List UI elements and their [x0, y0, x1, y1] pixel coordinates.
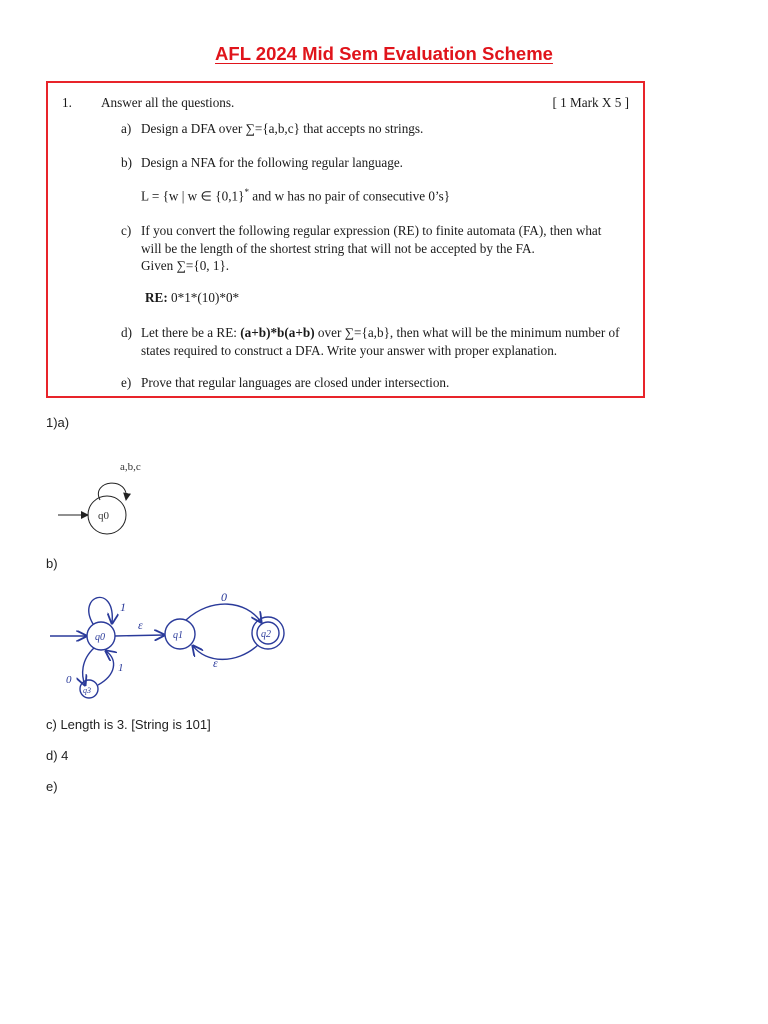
question-number: 1.: [62, 95, 72, 110]
question-d-line2: states required to construct a DFA. Write your answer with proper explanation.: [141, 343, 558, 358]
question-d-line1: [141, 325, 620, 341]
answer-b-label: b): [46, 556, 58, 571]
answer-a-label: 1)a): [46, 415, 70, 430]
question-b-language: [141, 187, 450, 204]
nfa-q0-loop: [89, 597, 113, 624]
question-b-language-post: and w has no pair of consecutive 0’s}: [248, 188, 451, 204]
nfa-edge-q3-q0: [98, 651, 114, 685]
nfa-edge-q0-q1-label: ε: [138, 618, 143, 632]
question-e-text: Prove that regular languages are closed under intersection.: [141, 375, 450, 390]
question-c-re-label: RE:: [145, 290, 168, 305]
question-instruction: Answer all the questions.: [101, 95, 235, 110]
nfa-edge-q0-q1: [115, 635, 164, 636]
question-b-language-star: *: [244, 187, 249, 197]
question-c-label: c): [121, 223, 132, 238]
question-b-text: Design a NFA for the following regular language.: [141, 155, 403, 170]
answer-d: d) 4: [46, 748, 69, 763]
nfa-loop-label: 1: [120, 600, 126, 614]
nfa-state-q0-label: q0: [95, 632, 105, 643]
answer-e-label: e): [46, 779, 58, 794]
nfa-edge-q2-q1-label: ε: [213, 656, 218, 670]
question-d-label: d): [121, 325, 132, 340]
nfa-diagram: [46, 585, 306, 705]
question-a-text: Design a DFA over ∑={a,b,c} that accepts no strings.: [141, 121, 424, 136]
question-b-language-pre: L = {w | w ∈ {0,1}: [141, 188, 245, 204]
dfa-state-q0-label: q0: [98, 510, 109, 522]
question-d-line1-post: over ∑={a,b}, then what will be the minimum number of: [314, 325, 620, 340]
question-d-line1-pre: Let there be a RE:: [141, 325, 241, 340]
question-c-line1: If you convert the following regular expression (RE) to finite automata (FA), then what: [141, 223, 602, 238]
question-b-label: b): [121, 155, 132, 170]
nfa-edge-q1-q2-label: 0: [221, 590, 227, 604]
question-c-line2: will be the length of the shortest string that will not be accepted by the FA.: [141, 241, 535, 256]
question-marks: [ 1 Mark X 5 ]: [552, 95, 629, 110]
page-title: AFL 2024 Mid Sem Evaluation Scheme: [215, 43, 553, 64]
answer-c: c) Length is 3. [String is 101]: [46, 717, 211, 732]
nfa-edge-q0-q3-label: 0: [66, 674, 72, 686]
question-c-re: [145, 290, 239, 306]
nfa-edge-q2-q1: [193, 645, 258, 659]
nfa-state-q2-label: q2: [261, 629, 271, 640]
nfa-state-q1-label: q1: [173, 630, 183, 641]
dfa-self-loop: [98, 483, 126, 500]
nfa-edge-q1-q2: [186, 604, 261, 622]
dfa-diagram: [50, 455, 160, 545]
question-c-line3: Given ∑={0, 1}.: [141, 258, 230, 273]
nfa-edge-q3-q0-label: 1: [118, 662, 124, 674]
question-a-label: a): [121, 121, 132, 136]
nfa-state-q3-label: q3: [83, 686, 91, 695]
question-e-label: e): [121, 375, 132, 390]
question-box: [46, 81, 645, 398]
question-d-re: (a+b)*b(a+b): [240, 325, 315, 340]
dfa-loop-label: a,b,c: [120, 461, 141, 473]
question-c-re-value: 0*1*(10)*0*: [171, 290, 240, 305]
